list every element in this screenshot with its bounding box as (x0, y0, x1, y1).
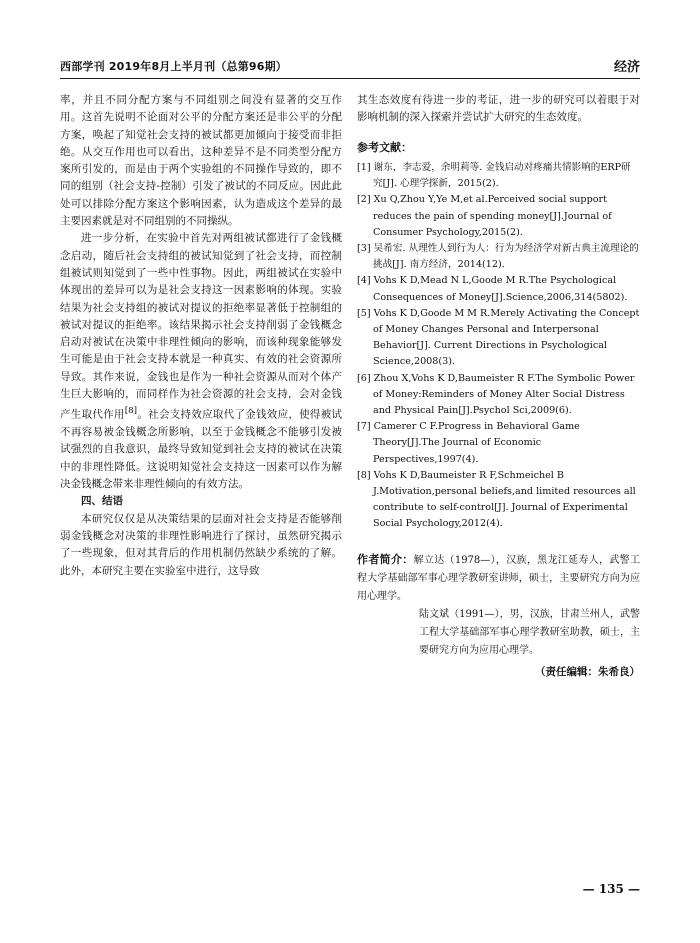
reference-item: [4] Vohs K D,Mead N L,Goode M R.The Psychological Consequences of Money[J].Science,2006,314(5802). (357, 275, 628, 303)
section-label: 经济 (613, 60, 640, 75)
reference-item: [5] Vohs K D,Goode M M R.Merely Activating the Concept of Money Changes Personal and Interpersonal Behavior[J]. Current Directions in Psychological Science,2008(3). (357, 307, 640, 368)
reference-item: [3] 吴希宏. 从理性人到行为人：行为为经济学对新古典主流理论的挑战[J]. 南方经济，2014(12). (357, 242, 639, 271)
bio-label: 作者简介： (357, 552, 414, 566)
body-text: 进一步分析，在实验中首先对两组被试都进行了金钱概念启动，随后社会支持组的被试知觉到了社会支持，而控制组被试则知觉到了一些中性事物。因此，两组被试在实验中体现出的差异可以为是社会支持这一因素影响的体现。实验结果为社会支持组的被试对提议的拒绝率显著低于控制组的被试对提议的拒绝率。该结果揭示社会支持削弱了金钱概念启动对被试在决策中非理性倾向的影响，而该种现象能够发生可能是由于社会支持本就是一种真实、有效的社会资源所导致。其作来说，金钱也是作为一种社会资源从而对个体产生巨大影响的，而同样作为社会资源的社会支持，会对金钱产生取代作用 (60, 232, 342, 421)
section-heading: 四、结语 (81, 495, 123, 508)
body-paragraph: 本研究仅仅是从决策结果的层面对社会支持是否能够削弱金钱概念对决策的非理性影响进行了探讨，虽然研究揭示了一些现象，但对其背后的作用机制仍然缺少系统的了解。此外，本研究主要在实验室中进行，这导致 (60, 512, 342, 577)
bio-entry (357, 551, 640, 606)
reference-item: [6] Zhou X,Vohs K D,Baumeister R F.The Symbolic Power of Money:Reminders of Money Alter Social Distress and Physical Pain[J].Psychol Sci,2009(6). (357, 372, 635, 416)
body-paragraph (60, 230, 342, 493)
page-number: — 135 — (582, 882, 640, 896)
header-rule (60, 78, 640, 79)
reference-item: [2] Xu Q,Zhou Y,Ye M,et al.Perceived social support reduces the pain of spending money[J].Journal of Consumer Psychology,2015(2). (357, 194, 612, 238)
body-paragraph: 其生态效度有待进一步的考证，进一步的研究可以着眼于对影响机制的深入探索并尝试扩大研究的生态效度。 (357, 94, 640, 124)
reference-item: [1] 谢东，李志爱，余明莉等. 金钱启动对疼痛共情影响的ERP研究[J]. 心理学探新，2015(2). (357, 161, 631, 190)
running-header (60, 56, 640, 78)
right-column (357, 92, 640, 681)
reference-item: [7] Camerer C F.Progress in Behavioral Game Theory[J].The Journal of Economic Perspectives,1997(4). (357, 421, 580, 465)
body-text: 。社会支持效应取代了金钱效应，使得被试不再容易被金钱概念所影响，以至于金钱概念不能够引发被试强烈的自我意识，最终导致知觉到社会支持的被试在决策中的非理性降低。这说明知觉社会支持这一因素可以作为解决金钱概念带来非理性倾向的有效方法。 (60, 408, 342, 491)
references-heading: 参考文献： (357, 140, 412, 154)
author-bio (357, 551, 640, 660)
responsible-editor: （责任编辑：朱希良） (535, 665, 640, 678)
journal-title: 西部学刊 2019年8月上半月刊（总第96期） (60, 60, 288, 73)
left-column (60, 92, 342, 580)
bio-entry: 陆文斌（1991—），男，汉族，甘肃兰州人，武警工程大学基础部军事心理学教研室助教，硕士，主要研究方向为应用心理学。 (419, 608, 640, 656)
bio-text: 解立达（1978—），汉族，黑龙江延寿人，武警工程大学基础部军事心理学教研室讲师，硕士，主要研究方向为应用心理学。 (357, 554, 641, 602)
body-paragraph: 率，并且不同分配方案与不同组别之间没有显著的交互作用。这首先说明不论面对公平的分配方案还是非公平的分配方案，唤起了知觉社会支持的被试都更加倾向于接受而非拒绝。从交互作用也可以看出，这种差异不是不同类型分配方案所引发的，而是由于两个实验组的不同操作导致的，即不同的组别（社会支持-控制）引发了被试的不同反应。因此此处可以排除分配方案这个影响因素，认为造成这个差异的最主要因素就是对不同组别的不同操纵。 (60, 94, 342, 228)
citation-mark: [8] (124, 406, 138, 417)
reference-item: [8] Vohs K D,Baumeister R F,Schmeichel B J.Motivation,personal beliefs,and limited resources all contribute to self-control[J]. Journal of Experimental Social Psychology,2012(4). (357, 469, 636, 530)
references-list (357, 160, 640, 533)
